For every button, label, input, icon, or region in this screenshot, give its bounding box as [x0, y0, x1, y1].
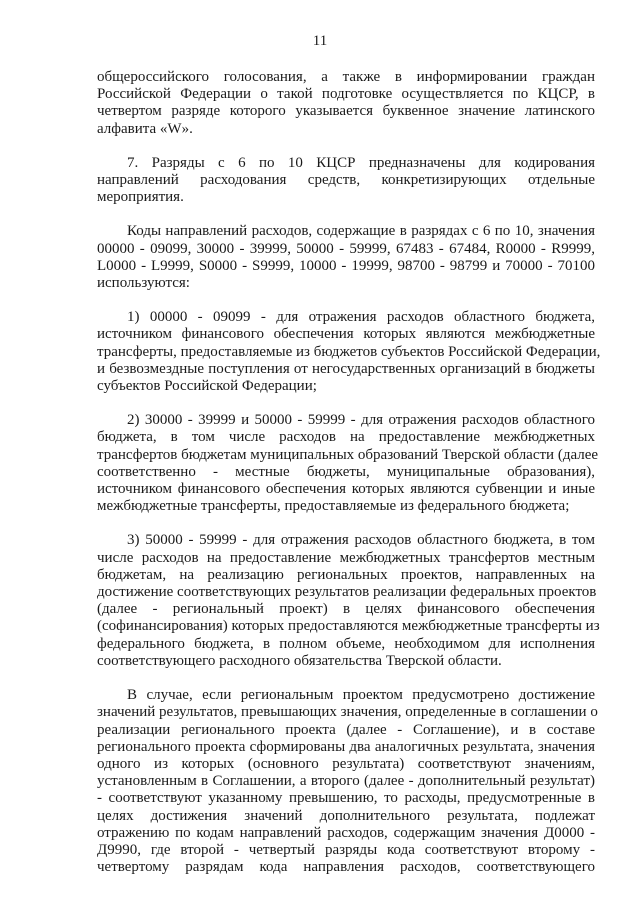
paragraph-subitem-3 — [97, 532, 600, 670]
text-line: отражению по кодам направлений расходов, содержащим значения Д0000 - — [97, 824, 595, 841]
text-line: трансфертов бюджетам муниципальных образований Тверской области (далее — [97, 446, 599, 463]
text-line: соответствующего расходного обязательства Тверской области. — [97, 652, 502, 669]
text-line: направлений расходования средств, конкретизирующих отдельные — [97, 172, 595, 189]
text-line: достижение соответствующих результатов реализации федеральных проектов — [97, 584, 597, 601]
paragraph-item-7 — [97, 155, 595, 207]
text-line: Коды направлений расходов, содержащие в разрядах с 6 по 10, значения — [127, 223, 595, 240]
text-line: числе расходов на предоставление межбюджетных трансфертов местным — [97, 549, 595, 566]
text-line: 1) 00000 - 09099 - для отражения расходов областного бюджета, — [127, 309, 595, 326]
text-line: трансферты, предоставляемые из бюджетов субъектов Российской Федерации, — [97, 343, 601, 360]
paragraph-subitem-1 — [97, 309, 601, 395]
text-line: федерального бюджета, в полном объеме, необходимом для исполнения — [97, 635, 595, 652]
text-line: источником финансового обеспечения которых являются субвенции и иные — [97, 481, 595, 498]
page-number: 11 — [312, 33, 328, 49]
text-line: общероссийского голосования, а также в информировании граждан — [97, 69, 595, 85]
text-line: четвертому разрядам кода направления расходов, соответствующего — [97, 859, 595, 876]
text-line: регионального проекта сформированы два аналогичных результата, значения — [97, 738, 595, 755]
document-body — [97, 69, 601, 876]
text-line: L0000 - L9999, S0000 - S9999, 10000 - 19999, 98700 - 98799 и 70000 - 70100 — [97, 257, 595, 274]
text-line: (софинансирования) которых предоставляются межбюджетные трансферты из — [97, 618, 600, 635]
text-line: используются: — [97, 275, 190, 292]
text-line: четвертом разряде которого указывается буквенное значение латинского — [97, 103, 595, 120]
text-line: - соответствуют указанному превышению, то расходы, предусмотренные в — [97, 790, 595, 807]
text-line: установленным в Соглашении, а второго (далее - дополнительный результат) — [97, 773, 595, 790]
text-line: мероприятия. — [97, 189, 184, 206]
text-line: алфавита «W». — [97, 120, 193, 137]
text-line: одного из которых (основного результата) соответствуют значениям, — [97, 755, 595, 772]
text-line: целях достижения значений дополнительного результата, подлежат — [97, 807, 595, 824]
text-line: В случае, если региональным проектом предусмотрено достижение — [127, 687, 595, 704]
paragraph-additional-result — [97, 687, 598, 876]
text-line: 7. Разряды с 6 по 10 КЦСР предназначены для кодирования — [127, 154, 595, 171]
text-line: бюджетам, на реализацию региональных проектов, направленных на — [97, 566, 595, 583]
text-line: бюджета, в том числе расходов на предоставление межбюджетных — [97, 429, 595, 446]
text-line: 3) 50000 - 59999 - для отражения расходов областного бюджета, в том — [127, 532, 595, 549]
paragraph-codes-intro — [97, 223, 595, 292]
text-line: межбюджетные трансферты, предоставляемые из федерального бюджета; — [97, 498, 570, 515]
text-line: и безвозмездные поступления от негосударственных организаций в бюджеты — [97, 360, 595, 377]
text-line: 2) 30000 - 39999 и 50000 - 59999 - для отражения расходов областного — [127, 412, 595, 429]
paragraph-subitem-2 — [97, 412, 599, 515]
text-line: субъектов Российской Федерации; — [97, 378, 317, 395]
text-line: соответственно - местные бюджеты, муниципальные образования), — [97, 463, 595, 480]
text-line: значений результатов, превышающих значения, определенные в соглашении о — [97, 704, 598, 721]
paragraph-continuation — [97, 69, 595, 138]
text-line: источником финансового обеспечения которых являются межбюджетные — [97, 326, 595, 343]
text-line: 00000 - 09099, 30000 - 39999, 50000 - 59999, 67483 - 67484, R0000 - R9999, — [97, 240, 595, 257]
text-line: Д9990, где второй - четвертый разряды кода соответствуют второму - — [97, 841, 595, 858]
text-line: (далее - региональный проект) в целях финансового обеспечения — [97, 601, 595, 618]
text-line: Российской Федерации о такой подготовке осуществляется по КЦСР, в — [97, 86, 595, 103]
text-line: реализации регионального проекта (далее - Соглашение), и в составе — [97, 721, 595, 738]
